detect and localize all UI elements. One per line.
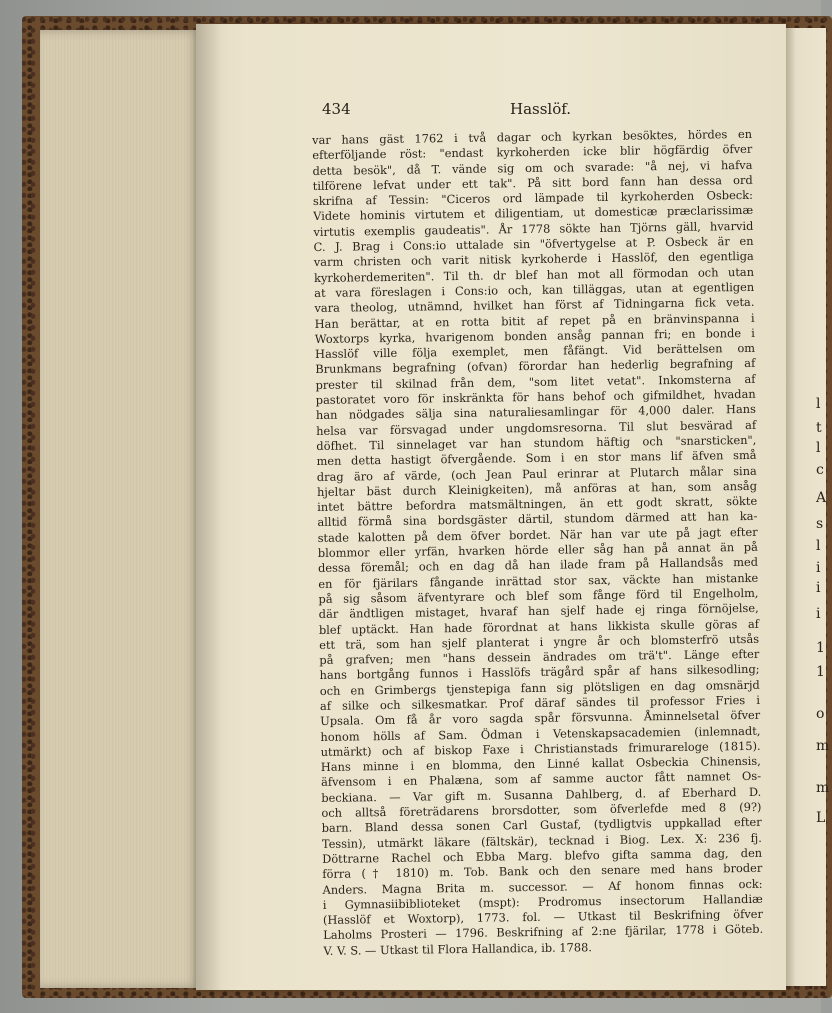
text-line: var hans gäst 1762 i två dagar och kyrkan besöktes, hördes en — [312, 126, 753, 147]
text-line: varm christen och varit nitisk kyrkoherde i Hasslöf, den egentliga — [313, 249, 754, 270]
facing-page-fragment: l — [816, 396, 821, 412]
text-line: äfvensom i en Phalæna, som af samme auctor fått namnet Os- — [320, 769, 762, 790]
facing-page-fragment: A — [816, 490, 827, 506]
text-line: intet bättre befordra matsmältningen, än ett godt skratt, sökte — [317, 493, 758, 515]
facing-page-fragment: o — [816, 706, 825, 722]
facing-page-fragment: s — [816, 516, 824, 532]
text-line: blommor eller yrfän, hvarken hörde eller såg han på annat än på — [317, 539, 758, 560]
text-line: Anders. Magna Brita m. successor. — Af honom finnas ock: — [322, 876, 763, 897]
facing-page-fragment: t — [816, 420, 822, 436]
text-line: C. J. Brag i Cons:io uttalade sin "öfvertygelse at P. Osbeck är en — [313, 233, 754, 255]
text-line: beckiana. — Var gift m. Susanna Dahlberg, d. af Eberhard D. — [321, 784, 762, 805]
facing-page-fragment: i — [816, 580, 821, 596]
text-line: Woxtorps kyrka, hvarigenom bonden ansåg pannan fri; en bonde i — [314, 325, 755, 346]
text-line: efterföljande röst: "endast kyrkoherden icke blir högfärdig öfver — [312, 142, 753, 163]
text-line: dessa föremål; och en dag då han ilade fram på Hallandsås med — [317, 555, 759, 576]
facing-page-fragment: c — [816, 462, 824, 478]
text-line: barn. Bland dessa sonen Carl Gustaf, (tydligtvis uppkallad efter — [321, 815, 762, 836]
text-line: döfhet. Til sinnelaget var han stundom häftig och "snarsticken", — [316, 432, 757, 453]
text-line: Videte hominis virtutem et diligentiam, ut domesticæ præclarissimæ — [313, 203, 754, 224]
text-line: på grafven; men "hans dessein ändrades om trä't". Länge efter — [319, 646, 760, 668]
text-line: alltid förmå sina bordsgäster därtil, stundom därmed att han ka- — [317, 509, 758, 530]
facing-page-fragment: i — [816, 606, 821, 622]
text-line: skrifna af Tessin: "Ciceros ord lämpade til kyrkoherden Osbeck: — [312, 188, 754, 209]
text-line: och alltså företrädarens brorsdotter, som öfverlefde med 8 (9?) — [321, 799, 762, 820]
text-line: pastoratet voro för inskränkta för hans behof och gifmildhet, hvadan — [315, 386, 756, 408]
text-line: i Gymnasiibiblioteket (mspt): Prodromus insectorum Hallandiæ — [322, 891, 763, 912]
gutter-shadow — [196, 24, 222, 990]
text-line: virtutis exemplis gaudeatis". År 1778 sökte han Tjörns gäll, hvarvid — [313, 218, 754, 239]
facing-page-edge — [786, 28, 830, 986]
text-line: men detta hastigt öfvergående. Som i en stor mans lif äfven små — [316, 448, 757, 469]
text-line: Brunkmans begrafning (ofvan) förordar han hederlig begrafning af — [315, 356, 756, 377]
text-line: förra († 1810) m. Tob. Bank och den senare med hans broder — [322, 861, 763, 882]
text-line: at vara föreslagen i Cons:io och, kan tilläggas, utan at egentligen — [314, 279, 755, 300]
facing-page-fragment: l — [816, 538, 821, 554]
text-line: och en Grimbergs tjenstepiga fann sig plötsligen en dag omsnärjd — [319, 677, 760, 698]
text-line: prester til skilnad från dem, "som litet vetat". Inkomsterna af — [315, 371, 756, 392]
facing-page-fragment: L — [816, 810, 826, 826]
text-line: Laholms Prosteri — 1796. Beskrifning af 2:ne fjärilar, 1778 i Göteb. — [323, 922, 764, 943]
text-line: han nödgades sälja sina naturaliesamlingar för 4,000 daler. Hans — [315, 402, 756, 423]
text-line: tilförene lefvat under ett tak". På sitt bord fann han dessa ord — [312, 172, 753, 193]
text-line: helsa var försvagad under ungdomsresorna. Til slut besvärad af — [316, 417, 757, 438]
page-number: 434 — [322, 100, 351, 118]
facing-page-fragment: 1 — [816, 640, 825, 656]
text-line: (Hasslöf et Woxtorp), 1773. fol. — Utkast til Beskrifning öfver — [322, 906, 764, 928]
text-line: kyrkoherdemeriten". Til th. dr blef han mot all förmodan och utan — [313, 264, 755, 285]
text-line: utmärkt) och af biskop Faxe i Christianstads frimurareloge (1815). — [320, 738, 761, 759]
facing-page-fragment: i — [816, 560, 821, 576]
text-line: honom hölls af Sam. Ödman i Vetenskapsacademien (inlemnadt, — [320, 723, 761, 744]
text-line: detta besök", då T. vände sig om och svarade: "å nej, vi hafva — [312, 157, 753, 178]
text-line: hans bortgång funnos i Hasslöfs trägård spår af hans silkesodling; — [319, 662, 760, 683]
text-line: en för fjärilars fångande inrättad stor sax, väckte han mistanke — [318, 570, 759, 591]
text-line: Han berättar, at en rotta bitit af repet på en bränvinspanna i — [314, 310, 755, 331]
text-line: V. V. S. — Utkast til Flora Hallandica, ib. 1788. — [323, 939, 593, 958]
facing-page-fragment: m — [816, 738, 830, 754]
text-line: hjeltar bäst durch Kleinigkeiten), må anföras at han, som ansåg — [316, 478, 758, 499]
text-line: på sig såsom äfventyrare och blef som fånge förd til Engelholm, — [318, 585, 759, 606]
text-line: Döttrarne Rachel och Ebba Marg. blefvo gifta samma dag, den — [322, 845, 763, 866]
text-line: ett trä, som han sjelf planterat i yngre år och blomsterfrö utsås — [319, 631, 760, 652]
facing-page-fragment: l — [816, 440, 821, 456]
page-edges — [40, 30, 200, 988]
text-line: Upsala. Om få år voro sagda spår försvunna. Åminnelsetal öfver — [320, 708, 761, 729]
text-line: vara theolog, utnämnd, hvilket han först af Tidningarna fick veta. — [314, 295, 755, 316]
running-head: Hasslöf. — [510, 100, 572, 118]
text-line: af silke och silkesmatkar. Prof däraf sändes til professor Fries i — [319, 692, 761, 713]
text-line: drag äro af värde, (och Jean Paul erinrar at Plutarch målar sina — [316, 463, 757, 484]
body-text — [312, 127, 763, 959]
text-line: Tessin), utmärkt läkare (fältskär), tecknad i Biog. Lex. X: 236 fj. — [321, 830, 762, 851]
text-line: blef uptäckt. Han hade förordnat at hans likkista skulle göras af — [318, 616, 759, 637]
facing-page-fragment: 1 — [816, 664, 825, 680]
text-line: Hasslöf ville följa exemplet, men fåfängt. Vid berättelsen om — [314, 340, 756, 362]
text-line: stade kalotten på dem öfver bordet. När han var ute på jagt efter — [317, 524, 758, 545]
text-line: där ändtligen mistaget, hvaraf han sjelf hade ej ringa förnöjelse, — [318, 601, 759, 622]
facing-page-fragment: m — [816, 780, 830, 796]
text-line: Hans minne i en blomma, den Linné kallat Osbeckia Chinensis, — [320, 753, 761, 775]
